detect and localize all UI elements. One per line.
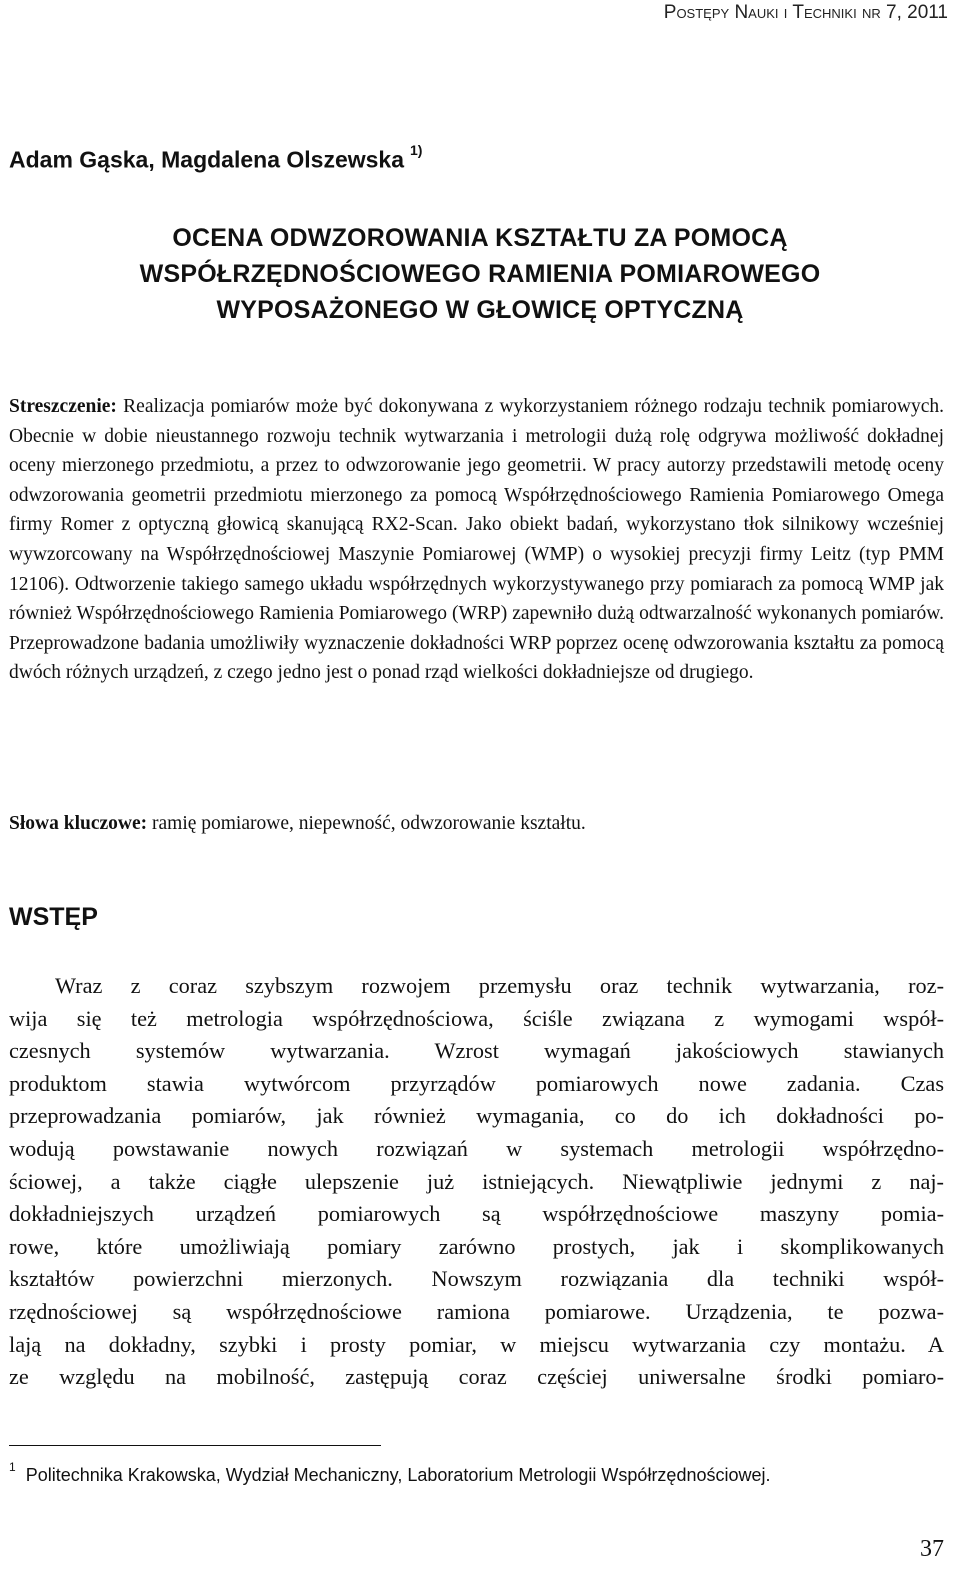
title-line: OCENA ODWZOROWANIA KSZTAŁTU ZA POMOCĄ <box>172 224 788 252</box>
article-authors <box>9 142 423 174</box>
page-number: 37 <box>920 1536 944 1562</box>
paragraph-line: Wraz z coraz szybszym rozwojem przemysłu oraz technik wytwarzania, roz- <box>55 973 944 998</box>
footnote-marker: 1 <box>9 1460 16 1474</box>
abstract-text: Realizacja pomiarów może być dokonywana z wykorzystaniem różnego rodzaju technik pomiarowych. Obecnie w dobie nieustannego rozwoju technik wytwarzania i metrologii dużą rolę odgrywa możliwość dokładnej oceny mierzonego przedmiotu, a przez to odwzorowanie jego geometrii. W pracy autorzy przedstawili metodę oceny odwzorowania geometrii przedmiotu mierzonego za pomocą Współrzędnościowego Ramienia Pomiarowego Omega firmy Romer z optyczną głowicą skanującą RX2-Scan. Jako obiekt badań, wykorzystano tłok silnikowy wcześniej wywzorcowany na Współrzędnościowej Maszynie Pomiarowej (WMP) o wysokiej precyzji firmy Leitz (typ PMM 12106). Odtworzenie takiego samego układu współrzędnych wykorzystywanego przy pomiarach za pomocą WMP jak również Współrzędnościowego Ramienia Pomiarowego (WRP) zapewniło dużą odtwarzalność wykonanych pomiarów. Przeprowadzone badania umożliwiły wyznaczenie dokładności WRP poprzez ocenę odwzorowania kształtu za pomocą dwóch różnych urządzeń, z czego jedno jest o ponad rząd wielkości dokładniejsze od drugiego. <box>9 396 945 684</box>
paragraph-line: wodują powstawanie nowych rozwiązań w systemach metrologii współrzędno- <box>9 1135 944 1161</box>
running-head: Postępy Nauki i Techniki nr 7, 2011 <box>663 2 948 23</box>
abstract-label: Streszczenie: <box>9 396 117 417</box>
footnote-text: Politechnika Krakowska, Wydział Mechaniczny, Laboratorium Metrologii Współrzędnościowej. <box>25 1465 771 1485</box>
paragraph-line: rzędnościowej są współrzędnościowe ramiona pomiarowe. Urządzenia, te pozwa- <box>9 1298 944 1324</box>
footnote-divider <box>9 1445 381 1446</box>
paragraph-line: dokładniejszych urządzeń pomiarowych są współrzędnościowe maszyny pomia- <box>9 1201 944 1227</box>
title-line: WSPÓŁRZĘDNOŚCIOWEGO RAMIENIA POMIAROWEGO <box>139 260 821 288</box>
title-line: WYPOSAŻONEGO W GŁOWICĘ OPTYCZNĄ <box>216 296 744 324</box>
paragraph-line: ściowej, a także ciągłe ulepszenie już istniejących. Niewątpliwie jednymi z naj- <box>9 1168 944 1194</box>
article-title <box>0 220 960 328</box>
abstract <box>9 392 944 688</box>
keywords <box>9 809 944 839</box>
paragraph-line: ze względu na mobilność, zastępują coraz częściej uniwersalne środki pomiaro- <box>9 1364 944 1390</box>
paragraph-line: czesnych systemów wytwarzania. Wzrost wymagań jakościowych stawianych <box>9 1038 944 1064</box>
intro-paragraph <box>9 970 944 1394</box>
paragraph-line: kształtów powierzchni mierzonych. Nowszym rozwiązania dla techniki współ- <box>9 1266 944 1292</box>
footnote <box>9 1457 944 1488</box>
author-affiliation-marker: 1) <box>410 142 423 158</box>
keywords-text: ramię pomiarowe, niepewność, odwzorowanie kształtu. <box>152 813 586 834</box>
paragraph-line: wija się też metrologia współrzędnościowa, ściśle związana z wymogami współ- <box>9 1005 944 1031</box>
paragraph-line: lają na dokładny, szybki i prosty pomiar, w miejscu wytwarzania czy montażu. A <box>9 1331 944 1357</box>
paragraph-line: rowe, które umożliwiają pomiary zarówno prostych, jak i skomplikowanych <box>9 1233 944 1259</box>
paragraph-line: produktom stawia wytwórcom przyrządów pomiarowych nowe zadania. Czas <box>9 1070 944 1096</box>
paragraph-line: przeprowadzania pomiarów, jak również wymagania, co do ich dokładności po- <box>9 1103 944 1129</box>
keywords-label: Słowa kluczowe: <box>9 813 148 834</box>
section-heading: WSTĘP <box>9 903 98 931</box>
author-names: Adam Gąska, Magdalena Olszewska <box>9 146 405 173</box>
